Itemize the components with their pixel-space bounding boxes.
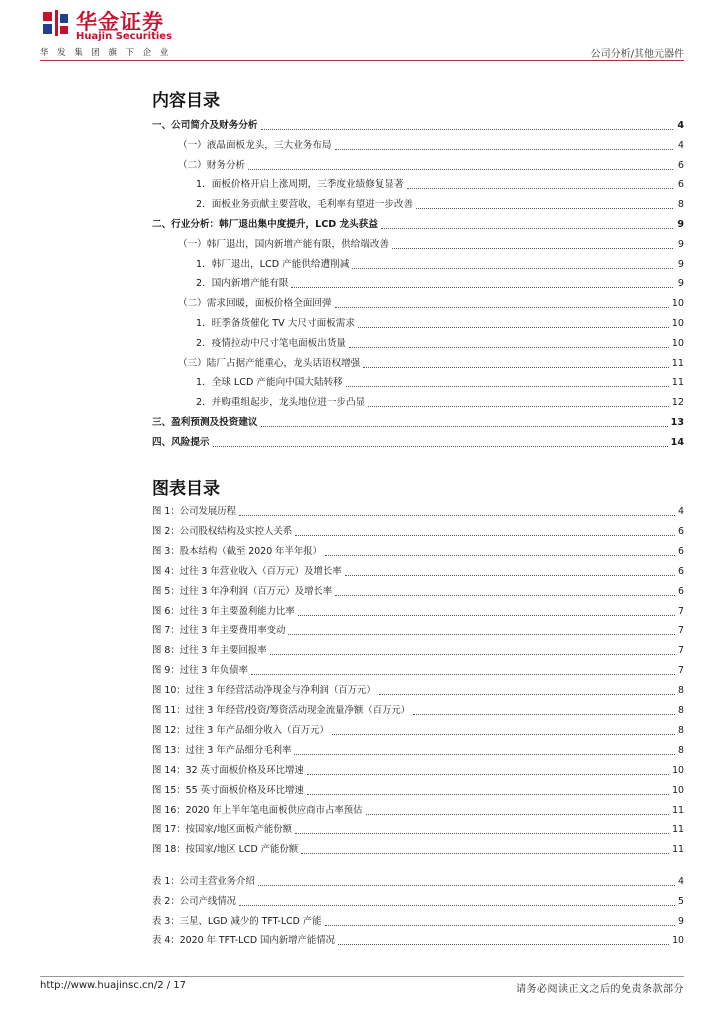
entry-text: 图 14：32 英寸面板价格及环比增速 xyxy=(152,764,304,776)
toc-entry[interactable] xyxy=(152,580,684,598)
entry-page-number: 5 xyxy=(678,895,684,907)
toc-entry[interactable] xyxy=(152,659,684,677)
dot-leader xyxy=(307,793,669,795)
entry-page-number: 9 xyxy=(677,219,684,230)
entry-page-number: 13 xyxy=(670,417,684,428)
toc-entry[interactable] xyxy=(152,312,684,330)
entry-text: 图 2：公司股权结构及实控人关系 xyxy=(152,525,293,537)
entry-page-number: 6 xyxy=(678,525,684,537)
entry-text: 图 17：按国家/地区面板产能份额 xyxy=(152,824,292,836)
entry-text: 图 3：股本结构（截至 2020 年半年报） xyxy=(152,545,323,557)
dot-leader xyxy=(213,445,668,447)
dot-leader xyxy=(307,773,669,775)
toc-entry[interactable] xyxy=(152,929,684,947)
entry-page-number: 4 xyxy=(677,139,684,151)
entry-text: 2．面板业务贡献主要营收，毛利率有望进一步改善 xyxy=(196,199,414,211)
entry-text: 表 2：公司产线情况 xyxy=(152,895,236,907)
dot-leader xyxy=(239,904,675,906)
entry-page-number: 11 xyxy=(672,844,684,856)
entry-text: 2．疫情拉动中尺寸笔电面板出货量 xyxy=(196,337,347,349)
toc-entry[interactable] xyxy=(152,391,684,409)
toc-entry[interactable] xyxy=(152,719,684,737)
dot-leader xyxy=(332,733,675,735)
dot-leader xyxy=(379,693,675,695)
entry-page-number: 4 xyxy=(678,876,684,887)
entry-text: （一）韩厂退出，国内新增产能有限，供给端改善 xyxy=(178,238,390,250)
entry-page-number: 10 xyxy=(671,337,684,349)
toc-entry[interactable] xyxy=(152,910,684,928)
brand-name-en: Huajin Securities xyxy=(76,31,173,42)
entry-text: 三、盈利预测及投资建议 xyxy=(152,417,258,428)
huajin-logo-icon xyxy=(40,8,70,38)
entry-page-number: 8 xyxy=(678,744,684,756)
toc-entry[interactable] xyxy=(152,838,684,856)
entry-page-number: 10 xyxy=(671,318,684,329)
dot-leader xyxy=(261,425,668,427)
dot-leader xyxy=(345,574,675,576)
toc-entry[interactable] xyxy=(152,292,684,310)
dot-leader xyxy=(346,385,669,387)
footer-url-page[interactable]: http://www.huajinsc.cn/2 / 17 xyxy=(40,980,187,991)
dot-leader xyxy=(413,713,675,715)
entry-text: 2．国内新增产能有限 xyxy=(196,278,289,290)
entry-page-number: 7 xyxy=(678,605,684,617)
toc-entry[interactable] xyxy=(152,233,684,251)
entry-text: 图 8：过往 3 年主要回报率 xyxy=(152,645,267,657)
entry-text: 图 10：过往 3 年经营活动净现金与净利润（百万元） xyxy=(152,685,376,697)
toc-entry[interactable] xyxy=(152,739,684,757)
disclaimer-note: 请务必阅读正文之后的免责条款部分 xyxy=(516,984,684,995)
dot-leader xyxy=(298,614,675,616)
entry-text: 图 1：公司发展历程 xyxy=(152,506,236,517)
entry-text: 1．韩厂退出，LCD 产能供给遭削减 xyxy=(196,258,350,270)
entry-page-number: 4 xyxy=(677,120,684,131)
toc-entry[interactable] xyxy=(152,679,684,697)
entry-page-number: 10 xyxy=(672,764,684,776)
dot-leader xyxy=(325,924,675,926)
toc-entry[interactable] xyxy=(152,520,684,538)
dot-leader xyxy=(295,832,669,834)
entry-text: 图 6：过往 3 年主要盈利能力比率 xyxy=(152,605,295,617)
toc-entry[interactable] xyxy=(152,411,684,429)
dot-leader xyxy=(366,813,670,815)
entry-text: 图 11：过往 3 年经营/投资/筹资活动现金流量净额（百万元） xyxy=(152,705,411,716)
entry-text: 1．全球 LCD 产能向中国大陆转移 xyxy=(196,377,343,389)
entry-text: 图 18：按国家/地区 LCD 产能份额 xyxy=(152,844,299,856)
entry-page-number: 10 xyxy=(672,935,684,947)
entry-page-number: 11 xyxy=(672,824,684,836)
entry-page-number: 8 xyxy=(677,199,684,211)
entry-text: 表 4：2020 年 TFT-LCD 国内新增产能情况 xyxy=(152,935,336,947)
toc-entry[interactable] xyxy=(152,699,684,717)
toc-entry[interactable] xyxy=(152,253,684,271)
entry-text: 图 12：过往 3 年产品细分收入（百万元） xyxy=(152,724,329,736)
entry-page-number: 6 xyxy=(678,545,684,557)
entry-page-number: 7 xyxy=(678,645,684,657)
dot-leader xyxy=(258,884,675,886)
toc-entry[interactable] xyxy=(152,639,684,657)
toc-entry[interactable] xyxy=(152,431,684,449)
header-divider xyxy=(40,60,684,61)
dot-leader xyxy=(248,168,673,170)
dot-leader xyxy=(381,227,673,229)
toc-entry[interactable] xyxy=(152,352,684,370)
entry-page-number: 8 xyxy=(678,685,684,697)
entry-page-number: 9 xyxy=(678,915,684,927)
dot-leader xyxy=(295,534,675,536)
brand-slogan: 华发集团旗下企业 xyxy=(40,48,177,58)
dot-leader xyxy=(270,653,675,655)
dot-leader xyxy=(363,366,669,368)
entry-page-number: 6 xyxy=(678,585,684,597)
toc-entry[interactable] xyxy=(152,173,684,191)
dot-leader xyxy=(325,554,675,556)
toc-entry[interactable] xyxy=(152,870,684,888)
dot-leader xyxy=(288,633,675,635)
entry-page-number: 10 xyxy=(671,298,684,310)
entry-page-number: 9 xyxy=(677,238,684,250)
toc-entry[interactable] xyxy=(152,779,684,797)
entry-text: 四、风险提示 xyxy=(152,436,210,448)
toc-entry[interactable] xyxy=(152,193,684,211)
brand-name-cn: 华金证券 xyxy=(76,10,164,34)
figures-title: 图表目录 xyxy=(152,479,220,499)
entry-text: 表 1：公司主营业务介绍 xyxy=(152,876,255,887)
toc-entry[interactable] xyxy=(152,134,684,152)
entry-text: 表 3：三星、LGD 减少的 TFT-LCD 产能 xyxy=(152,915,322,927)
entry-text: 图 13：过往 3 年产品细分毛利率 xyxy=(152,744,292,756)
entry-text: 图 16：2020 年上半年笔电面板供应商市占率预估 xyxy=(152,804,363,816)
dot-leader xyxy=(352,267,673,269)
entry-page-number: 7 xyxy=(678,665,684,677)
toc-entry[interactable] xyxy=(152,619,684,637)
toc-entry[interactable] xyxy=(152,154,684,172)
entry-page-number: 6 xyxy=(678,565,684,577)
entry-page-number: 6 xyxy=(677,179,684,191)
dot-leader xyxy=(349,346,669,348)
entry-text: 图 7：过往 3 年主要费用率变动 xyxy=(152,625,286,637)
entry-page-number: 8 xyxy=(678,705,684,716)
dot-leader xyxy=(416,207,673,209)
entry-page-number: 4 xyxy=(678,506,684,517)
entry-text: 图 15：55 英寸面板价格及环比增速 xyxy=(152,784,304,796)
entry-text: 二、行业分析：韩厂退出集中度提升，LCD 龙头获益 xyxy=(152,219,378,230)
entry-text: 图 4：过往 3 年营业收入（百万元）及增长率 xyxy=(152,565,342,577)
entry-text: （二）需求回暖，面板价格全面回弹 xyxy=(178,298,332,310)
toc-entry[interactable] xyxy=(152,114,684,132)
entry-page-number: 7 xyxy=(678,625,684,637)
toc-title: 内容目录 xyxy=(152,91,220,111)
dot-leader xyxy=(358,326,669,328)
dot-leader xyxy=(294,753,675,755)
entry-page-number: 6 xyxy=(677,159,684,171)
entry-text: 一、公司简介及财务分析 xyxy=(152,120,258,131)
toc-entry[interactable] xyxy=(152,540,684,558)
document-type: 公司分析/其他元器件 xyxy=(590,49,684,60)
toc-entry[interactable] xyxy=(152,600,684,618)
entry-text: 2．并购重组起步，龙头地位进一步凸显 xyxy=(196,397,366,409)
toc-entry[interactable] xyxy=(152,272,684,290)
entry-text: 图 5：过往 3 年净利润（百万元）及增长率 xyxy=(152,585,333,597)
dot-leader xyxy=(392,247,673,249)
dot-leader xyxy=(251,673,675,675)
toc-entry[interactable] xyxy=(152,818,684,836)
dot-leader xyxy=(338,943,669,945)
toc-entry[interactable] xyxy=(152,560,684,578)
entry-page-number: 9 xyxy=(677,258,684,270)
toc-entry[interactable] xyxy=(152,500,684,518)
entry-page-number: 14 xyxy=(670,436,684,448)
toc-entry[interactable] xyxy=(152,890,684,908)
dot-leader xyxy=(335,148,674,150)
entry-text: （三）陆厂占据产能重心，龙头话语权增强 xyxy=(178,357,361,369)
toc-entry[interactable] xyxy=(152,213,684,231)
toc-entry[interactable] xyxy=(152,799,684,817)
entry-text: （一）液晶面板龙头，三大业务布局 xyxy=(178,139,332,151)
entry-text: 1．面板价格开启上涨周期，三季度业绩修复显著 xyxy=(196,179,404,191)
footer-divider xyxy=(40,976,684,977)
toc-entry[interactable] xyxy=(152,759,684,777)
entry-page-number: 9 xyxy=(677,278,684,290)
dot-leader xyxy=(301,852,669,854)
entry-page-number: 11 xyxy=(672,804,684,816)
toc-entry[interactable] xyxy=(152,332,684,350)
dot-leader xyxy=(335,594,675,596)
entry-page-number: 8 xyxy=(678,724,684,736)
toc-entry[interactable] xyxy=(152,371,684,389)
entry-page-number: 12 xyxy=(671,397,684,409)
entry-page-number: 11 xyxy=(671,377,684,389)
dot-leader xyxy=(261,128,673,130)
page-header xyxy=(0,0,724,66)
entry-text: （二）财务分析 xyxy=(178,159,246,171)
entry-page-number: 10 xyxy=(672,784,684,796)
dot-leader xyxy=(407,187,673,189)
dot-leader xyxy=(335,306,669,308)
entry-text: 1．旺季备货催化 TV 大尺寸面板需求 xyxy=(196,318,355,329)
entry-page-number: 11 xyxy=(671,357,684,369)
dot-leader xyxy=(368,405,669,407)
dot-leader xyxy=(239,514,675,516)
entry-text: 图 9：过往 3 年负债率 xyxy=(152,665,248,677)
dot-leader xyxy=(291,286,673,288)
